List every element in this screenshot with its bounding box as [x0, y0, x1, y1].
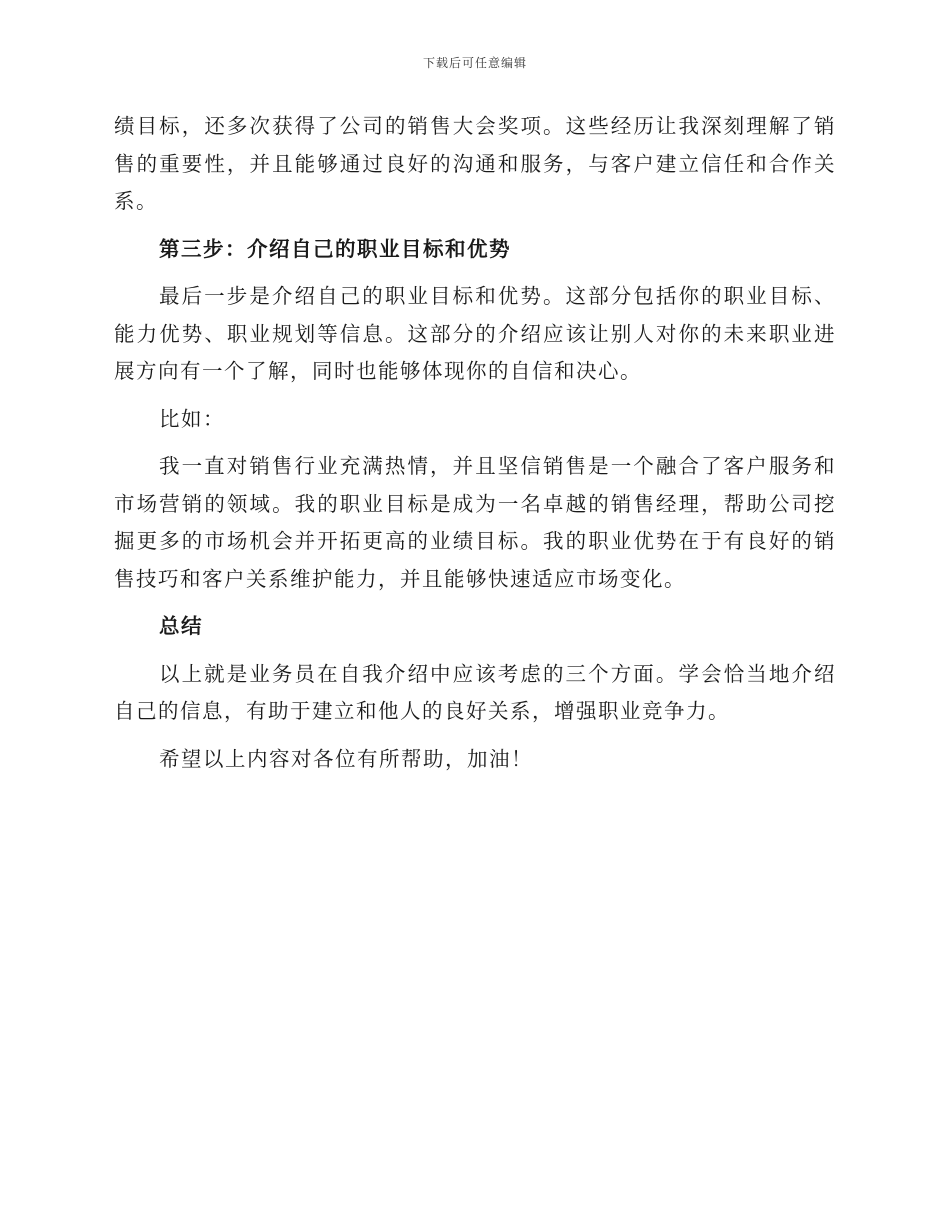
paragraph-sales-experience: 绩目标，还多次获得了公司的销售大会奖项。这些经历让我深刻理解了销售的重要性，并且能够通过良好的沟通和服务，与客户建立信任和合作关系。 — [114, 114, 836, 213]
document-body — [114, 108, 836, 778]
paragraph-closing: 希望以上内容对各位有所帮助，加油！ — [159, 746, 533, 771]
paragraph-career-goals-intro: 最后一步是介绍自己的职业目标和优势。这部分包括你的职业目标、能力优势、职业规划等信息。这部分的介绍应该让别人对你的未来职业进展方向有一个了解，同时也能够体现你的自信和决心。 — [114, 284, 836, 383]
heading-summary: 总结 — [159, 614, 203, 638]
paragraph-summary: 以上就是业务员在自我介绍中应该考虑的三个方面。学会恰当地介绍自己的信息，有助于建立和他人的良好关系，增强职业竞争力。 — [114, 661, 836, 723]
paragraph-example-text: 我一直对销售行业充满热情，并且坚信销售是一个融合了客户服务和市场营销的领域。我的职业目标是成为一名卓越的销售经理，帮助公司挖掘更多的市场机会并开拓更高的业绩目标。我的职业优势在于有良好的销售技巧和客户关系维护能力，并且能够快速适应市场变化。 — [114, 454, 836, 591]
paragraph-example-label: 比如： — [159, 406, 225, 431]
heading-step-three: 第三步：介绍自己的职业目标和优势 — [159, 236, 511, 261]
page-header: 下载后可任意编辑 — [422, 56, 527, 70]
